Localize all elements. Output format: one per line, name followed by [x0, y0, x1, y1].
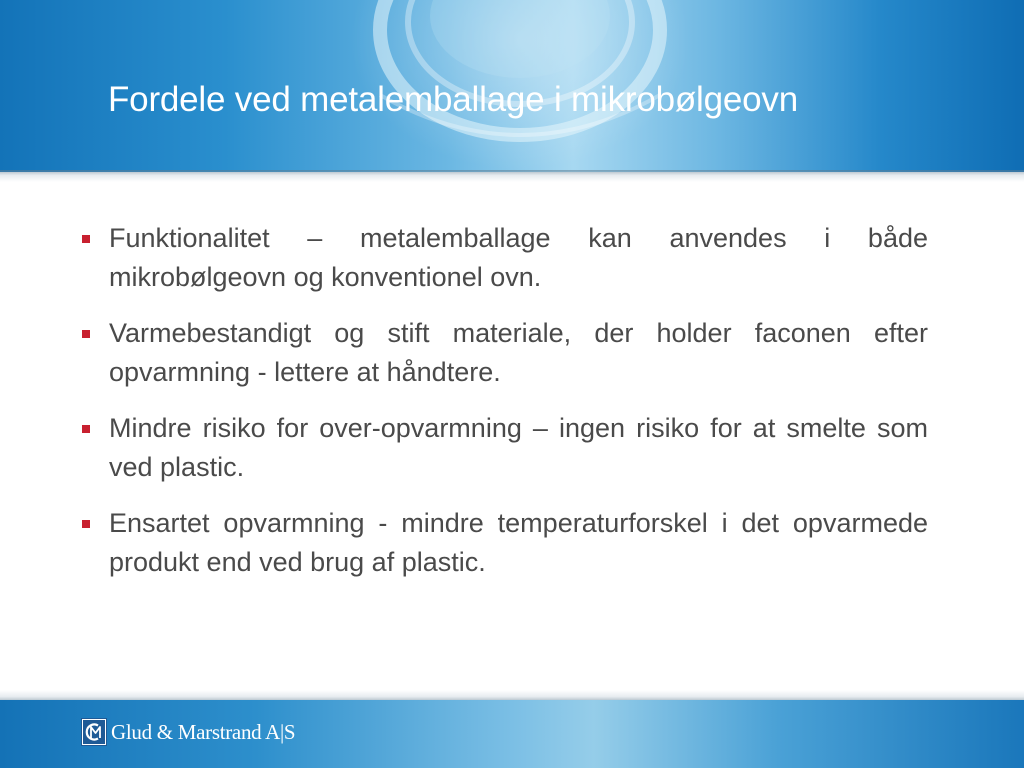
company-logo [81, 717, 295, 747]
bullet-text: Funktionalitet – metalemballage kan anvendes i både mikrobølgeovn og konventionel ovn. [109, 223, 928, 292]
square-bullet-icon [82, 425, 90, 433]
company-name: Glud & Marstrand A|S [111, 719, 296, 744]
bullet-item [80, 409, 928, 487]
square-bullet-icon [82, 330, 90, 338]
header-divider [0, 170, 1024, 182]
header-band [0, 0, 1024, 172]
bullet-text: Ensartet opvarmning - mindre temperaturforskel i det opvarmede produkt end ved brug af plastic. [109, 508, 928, 577]
gm-monogram-icon [81, 718, 107, 746]
bullet-list [80, 219, 928, 599]
bullet-item [80, 314, 928, 392]
bullet-item [80, 219, 928, 297]
bullet-text: Varmebestandigt og stift materiale, der holder faconen efter opvarmning - lettere at håndtere. [109, 318, 928, 387]
square-bullet-icon [82, 235, 90, 243]
bullet-item [80, 504, 928, 582]
bullet-text: Mindre risiko for over-opvarmning – ingen risiko for at smelte som ved plastic. [109, 413, 928, 482]
square-bullet-icon [82, 520, 90, 528]
slide-title: Fordele ved metalemballage i mikrobølgeovn [108, 80, 798, 119]
